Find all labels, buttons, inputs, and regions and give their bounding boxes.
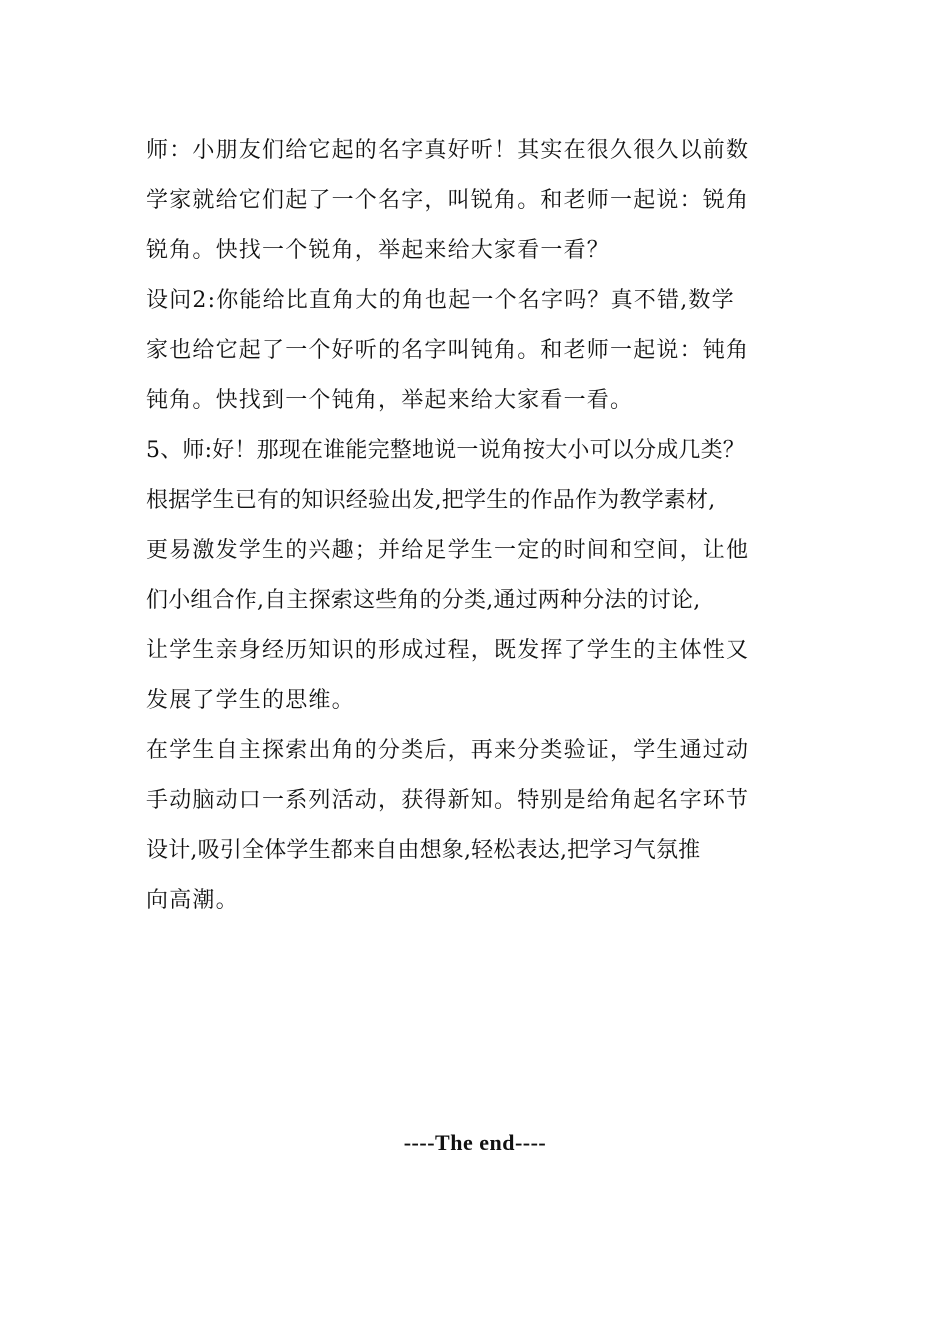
text-line: 发展了学生的思维。 (146, 688, 355, 713)
text-line: 设问2:你能给比直角大的角也起一个名字吗？真不错,数学 (146, 288, 735, 313)
text-line: 手动脑动口一系列活动，获得新知。特别是给角起名字环节 (146, 788, 750, 813)
text-line: 们小组合作,自主探索这些角的分类,通过两种分法的讨论, (146, 588, 701, 613)
text-line: 设计,吸引全体学生都来自由想象,轻松表达,把学习气氛推 (146, 838, 701, 863)
text-line: 锐角。快找一个锐角，举起来给大家看一看？ (146, 238, 611, 263)
text-line: 学家就给它们起了一个名字，叫锐角。和老师一起说：锐角 (146, 188, 750, 213)
text-line: 让学生亲身经历知识的形成过程，既发挥了学生的主体性又 (146, 638, 750, 663)
text-line: 家也给它起了一个好听的名字叫钝角。和老师一起说：钝角 (146, 338, 750, 363)
body-text (146, 126, 814, 926)
text-line: 钝角。快找到一个钝角，举起来给大家看一看。 (146, 388, 634, 413)
end-mark: ----The end---- (403, 1130, 547, 1155)
text-line: 在学生自主探索出角的分类后，再来分类验证，学生通过动 (146, 738, 750, 763)
text-line: 根据学生已有的知识经验出发,把学生的作品作为教学素材, (146, 488, 716, 513)
text-line: 更易激发学生的兴趣；并给足学生一定的时间和空间，让他 (146, 538, 750, 563)
text-line: 向高潮。 (146, 888, 239, 913)
text-line: 师：小朋友们给它起的名字真好听！其实在很久很久以前数 (146, 138, 750, 163)
text-line: 5、师:好！那现在谁能完整地说一说角按大小可以分成几类？ (146, 438, 746, 463)
